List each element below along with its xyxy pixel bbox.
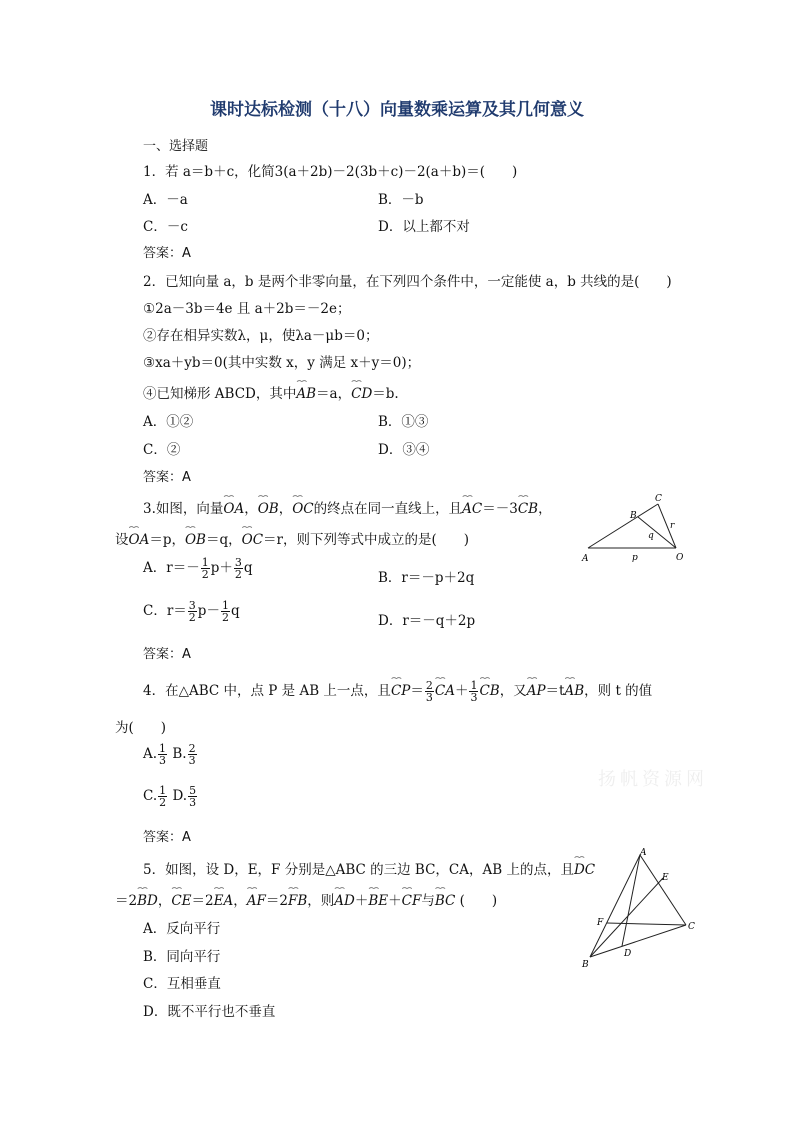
vector-ap: ⌢⌢ AP bbox=[527, 683, 546, 699]
option-text: A．r＝－ bbox=[143, 560, 200, 576]
q5-text: ( ) bbox=[459, 893, 498, 909]
q1-option-b: B．－b bbox=[378, 192, 424, 208]
q5-text: ＝2 bbox=[265, 893, 288, 909]
vector-bc: ⌢⌢ BC bbox=[435, 893, 456, 909]
q4-options-ab bbox=[143, 743, 198, 766]
fraction bbox=[221, 600, 230, 623]
fraction bbox=[425, 680, 434, 703]
q5-text: 5．如图，设 D，E，F 分别是△ABC 的三边 BC，CA，AB 上的点，且 bbox=[143, 862, 574, 878]
q2-option-d: D．③④ bbox=[378, 442, 430, 458]
fraction bbox=[158, 743, 167, 766]
vector-ad: ⌢⌢ AD bbox=[334, 893, 355, 909]
vector-ob: ⌢⌢ OB bbox=[258, 501, 279, 517]
label-f: F bbox=[597, 918, 604, 928]
q2-condition-1: ①2a－3b＝4e 且 a＋2b＝－2e； bbox=[143, 301, 351, 317]
label-c: C bbox=[688, 922, 695, 932]
option-text: A. bbox=[143, 746, 158, 762]
vector-ac: ⌢⌢ AC bbox=[462, 501, 482, 517]
fraction bbox=[234, 557, 243, 580]
q2-stem: 2．已知向量 a，b 是两个非零向量，在下列四个条件中，一定能使 a，b 共线的是( ) bbox=[143, 274, 672, 290]
fraction bbox=[469, 680, 478, 703]
numerator: 2 bbox=[425, 679, 433, 692]
q3-text: ＝－3 bbox=[482, 501, 518, 517]
segment-ad bbox=[622, 855, 640, 946]
q3-line-2 bbox=[115, 528, 469, 548]
side-ab bbox=[590, 855, 640, 957]
numerator: 5 bbox=[189, 784, 197, 797]
q5-text: ，则 bbox=[307, 893, 335, 909]
q4-text: 4．在△ABC 中，点 P 是 AB 上一点，且 bbox=[143, 683, 391, 699]
vector-oc: ⌢⌢ OC bbox=[242, 532, 263, 548]
q4-line-1 bbox=[143, 679, 652, 703]
q2-option-a: A．①② bbox=[143, 414, 194, 430]
q2-option-c: C．② bbox=[143, 442, 181, 458]
label-r: r bbox=[670, 521, 675, 531]
q2-condition-4-text: ④已知梯形 ABCD，其中 bbox=[143, 386, 297, 402]
segment-ac bbox=[588, 504, 658, 548]
numerator: 1 bbox=[159, 784, 167, 797]
q3-text: ＝r，则下列等式中成立的是( ) bbox=[263, 532, 470, 548]
q4-text: ＝t bbox=[545, 683, 565, 699]
q5-figure bbox=[578, 845, 700, 975]
label-o: O bbox=[676, 553, 684, 563]
q4-text: ＋ bbox=[454, 683, 469, 699]
vector-ce: ⌢⌢ CE bbox=[171, 893, 191, 909]
q3-text: 的终点在同一直线上，且 bbox=[313, 501, 463, 517]
vector-dc: ⌢⌢ DC bbox=[574, 862, 595, 878]
vector-cb: ⌢⌢ CB bbox=[518, 501, 538, 517]
q3-sep: ， bbox=[244, 501, 258, 517]
vector-oa: ⌢⌢ OA bbox=[223, 501, 244, 517]
fraction bbox=[188, 600, 197, 623]
q5-text: ＋ bbox=[354, 893, 369, 909]
label-a: A bbox=[640, 848, 647, 858]
q5-text: ＝2 bbox=[115, 893, 138, 909]
label-e: E bbox=[662, 873, 669, 883]
q4-answer: 答案：A bbox=[143, 830, 191, 845]
option-text: B. bbox=[172, 746, 187, 762]
option-text: C．r＝ bbox=[143, 603, 187, 619]
label-a: A bbox=[582, 554, 589, 564]
denominator: 3 bbox=[189, 796, 197, 809]
q2-condition-3: ③xa＋yb＝0(其中实数 x，y 满足 x＋y＝0)； bbox=[143, 355, 421, 371]
option-text: D. bbox=[172, 788, 188, 804]
q4-text: ＝ bbox=[410, 683, 424, 699]
vector-bd: ⌢⌢ BD bbox=[137, 893, 158, 909]
option-text: p＋ bbox=[210, 560, 233, 576]
q5-option-d: D．既不平行也不垂直 bbox=[143, 1004, 276, 1020]
label-b: B bbox=[582, 960, 589, 970]
q4-line-2: 为( ) bbox=[115, 720, 167, 736]
q2-condition-4 bbox=[143, 382, 399, 402]
q3-option-a bbox=[143, 556, 253, 580]
q5-text: ＋ bbox=[388, 893, 402, 909]
q3-figure bbox=[578, 490, 690, 570]
vector-oc: ⌢⌢ OC bbox=[292, 501, 313, 517]
q4-options-cd bbox=[143, 785, 198, 808]
numerator: 3 bbox=[188, 599, 196, 612]
q3-text: ， bbox=[538, 501, 552, 517]
denominator: 2 bbox=[234, 568, 242, 581]
denominator: 2 bbox=[221, 611, 229, 624]
fraction bbox=[188, 785, 197, 808]
denominator: 2 bbox=[159, 796, 167, 809]
option-text: p－ bbox=[197, 603, 220, 619]
q5-text: ＝2 bbox=[191, 893, 214, 909]
option-text: C. bbox=[143, 788, 158, 804]
q3-option-b: B．r＝－p＋2q bbox=[378, 570, 475, 586]
q1-option-c: C．－c bbox=[143, 219, 188, 235]
q3-option-d: D．r＝－q＋2p bbox=[378, 613, 476, 629]
fraction bbox=[201, 557, 210, 580]
q2-condition-2: ②存在相异实数λ，μ，使λa－μb＝0； bbox=[143, 328, 379, 344]
q1-option-a: A．－a bbox=[143, 192, 188, 208]
q3-line-1 bbox=[143, 497, 552, 517]
label-b: B bbox=[630, 511, 637, 521]
denominator: 2 bbox=[188, 611, 196, 624]
watermark: 扬帆资源网 bbox=[598, 769, 708, 790]
numerator: 3 bbox=[234, 556, 242, 569]
vector-cd: ⌢⌢ CD bbox=[351, 386, 372, 402]
option-text: q bbox=[243, 560, 253, 576]
vector-ea: ⌢⌢ EA bbox=[214, 893, 234, 909]
q4-text: ，又 bbox=[499, 683, 527, 699]
numerator: 1 bbox=[159, 742, 167, 755]
vector-cb: ⌢⌢ CB bbox=[479, 683, 499, 699]
numerator: 1 bbox=[201, 556, 209, 569]
fraction bbox=[158, 785, 167, 808]
q3-answer: 答案：A bbox=[143, 647, 191, 662]
q3-sep: ， bbox=[278, 501, 293, 517]
vector-ab: ⌢⌢ AB bbox=[564, 683, 584, 699]
label-c: C bbox=[655, 494, 662, 504]
q1-option-d: D．以上都不对 bbox=[378, 219, 470, 235]
vector-fb: ⌢⌢ FB bbox=[288, 893, 307, 909]
q5-line-1 bbox=[143, 858, 595, 878]
denominator: 3 bbox=[188, 754, 196, 767]
fraction bbox=[188, 743, 197, 766]
q5-text: 与 bbox=[421, 893, 435, 909]
q3-text: 3.如图，向量 bbox=[143, 501, 224, 517]
label-d: D bbox=[624, 949, 632, 959]
q3-text: ＝q， bbox=[205, 532, 242, 548]
q5-line-2 bbox=[115, 889, 497, 909]
q5-option-b: B．同向平行 bbox=[143, 949, 221, 965]
q2-option-b: B．①③ bbox=[378, 414, 429, 430]
vector-cp: ⌢⌢ CP bbox=[391, 683, 410, 699]
q1-answer: 答案：A bbox=[143, 246, 191, 261]
q5-text: ， bbox=[157, 893, 172, 909]
q4-text: ，则 t 的值 bbox=[584, 683, 653, 699]
segment-cf bbox=[607, 923, 686, 925]
vector-ca: ⌢⌢ CA bbox=[435, 683, 455, 699]
vector-ob: ⌢⌢ OB bbox=[185, 532, 206, 548]
numerator: 1 bbox=[221, 599, 229, 612]
vector-cf: ⌢⌢ CF bbox=[402, 893, 422, 909]
q2-condition-4-end: ＝b. bbox=[372, 386, 399, 402]
numerator: 2 bbox=[188, 742, 196, 755]
section-heading: 一、选择题 bbox=[143, 139, 209, 154]
denominator: 3 bbox=[425, 691, 433, 704]
q3-text: ＝p， bbox=[149, 532, 185, 548]
denominator: 3 bbox=[470, 691, 478, 704]
vector-oa: ⌢⌢ OA bbox=[129, 532, 150, 548]
label-p: p bbox=[632, 553, 638, 563]
vector-af: ⌢⌢ AF bbox=[247, 893, 266, 909]
q2-answer: 答案：A bbox=[143, 470, 191, 485]
label-q: q bbox=[648, 531, 654, 541]
q5-option-c: C．互相垂直 bbox=[143, 976, 221, 992]
denominator: 2 bbox=[201, 568, 209, 581]
vector-be: ⌢⌢ BE bbox=[368, 893, 388, 909]
q5-option-a: A．反向平行 bbox=[143, 921, 221, 937]
numerator: 1 bbox=[470, 679, 478, 692]
q2-condition-4-eq: ＝a， bbox=[316, 386, 352, 402]
q3-option-c bbox=[143, 599, 240, 623]
vector-ab: ⌢⌢ AB bbox=[296, 386, 316, 402]
side-ac bbox=[640, 855, 686, 925]
q5-text: ， bbox=[233, 893, 247, 909]
q1-stem: 1．若 a＝b＋c，化简3(a＋2b)－2(3b＋c)－2(a＋b)＝( ) bbox=[143, 164, 518, 180]
page-title: 课时达标检测（十八）向量数乘运算及其几何意义 bbox=[210, 100, 584, 120]
option-text: q bbox=[230, 603, 240, 619]
denominator: 3 bbox=[159, 754, 167, 767]
q3-text: 设 bbox=[115, 532, 129, 548]
